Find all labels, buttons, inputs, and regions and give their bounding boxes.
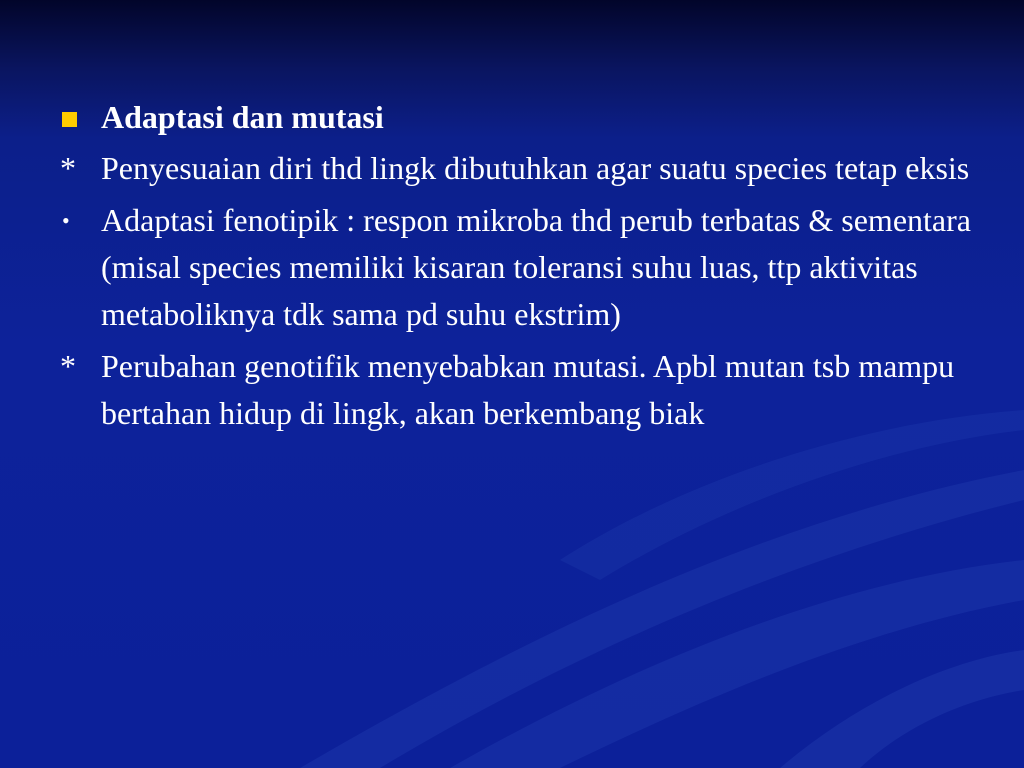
bullet-point-text: Perubahan genotifik menyebabkan mutasi. Apbl mutan tsb mampu bertahan hidup di lingk, akan berkembang biak: [101, 348, 955, 431]
bullet-point: [58, 197, 978, 338]
slide-title: [58, 94, 978, 141]
square-bullet-icon: [62, 112, 77, 127]
slide-title-text: Adaptasi dan mutasi: [101, 99, 384, 135]
asterisk-bullet-icon: *: [60, 348, 76, 384]
bullet-point-text: Adaptasi fenotipik : respon mikroba thd perub terbatas & sementara (misal species memiliki kisaran toleransi suhu luas, ttp aktivitas metaboliknya tdk sama pd suhu ekstrim): [101, 202, 971, 332]
slide-content: [58, 94, 978, 442]
bullet-point: [58, 145, 978, 192]
dot-bullet-icon: •: [62, 208, 70, 233]
bullet-point-text: Penyesuaian diri thd lingk dibutuhkan agar suatu species tetap eksis: [101, 150, 970, 186]
bullet-point: [58, 343, 978, 437]
asterisk-bullet-icon: *: [60, 150, 76, 186]
